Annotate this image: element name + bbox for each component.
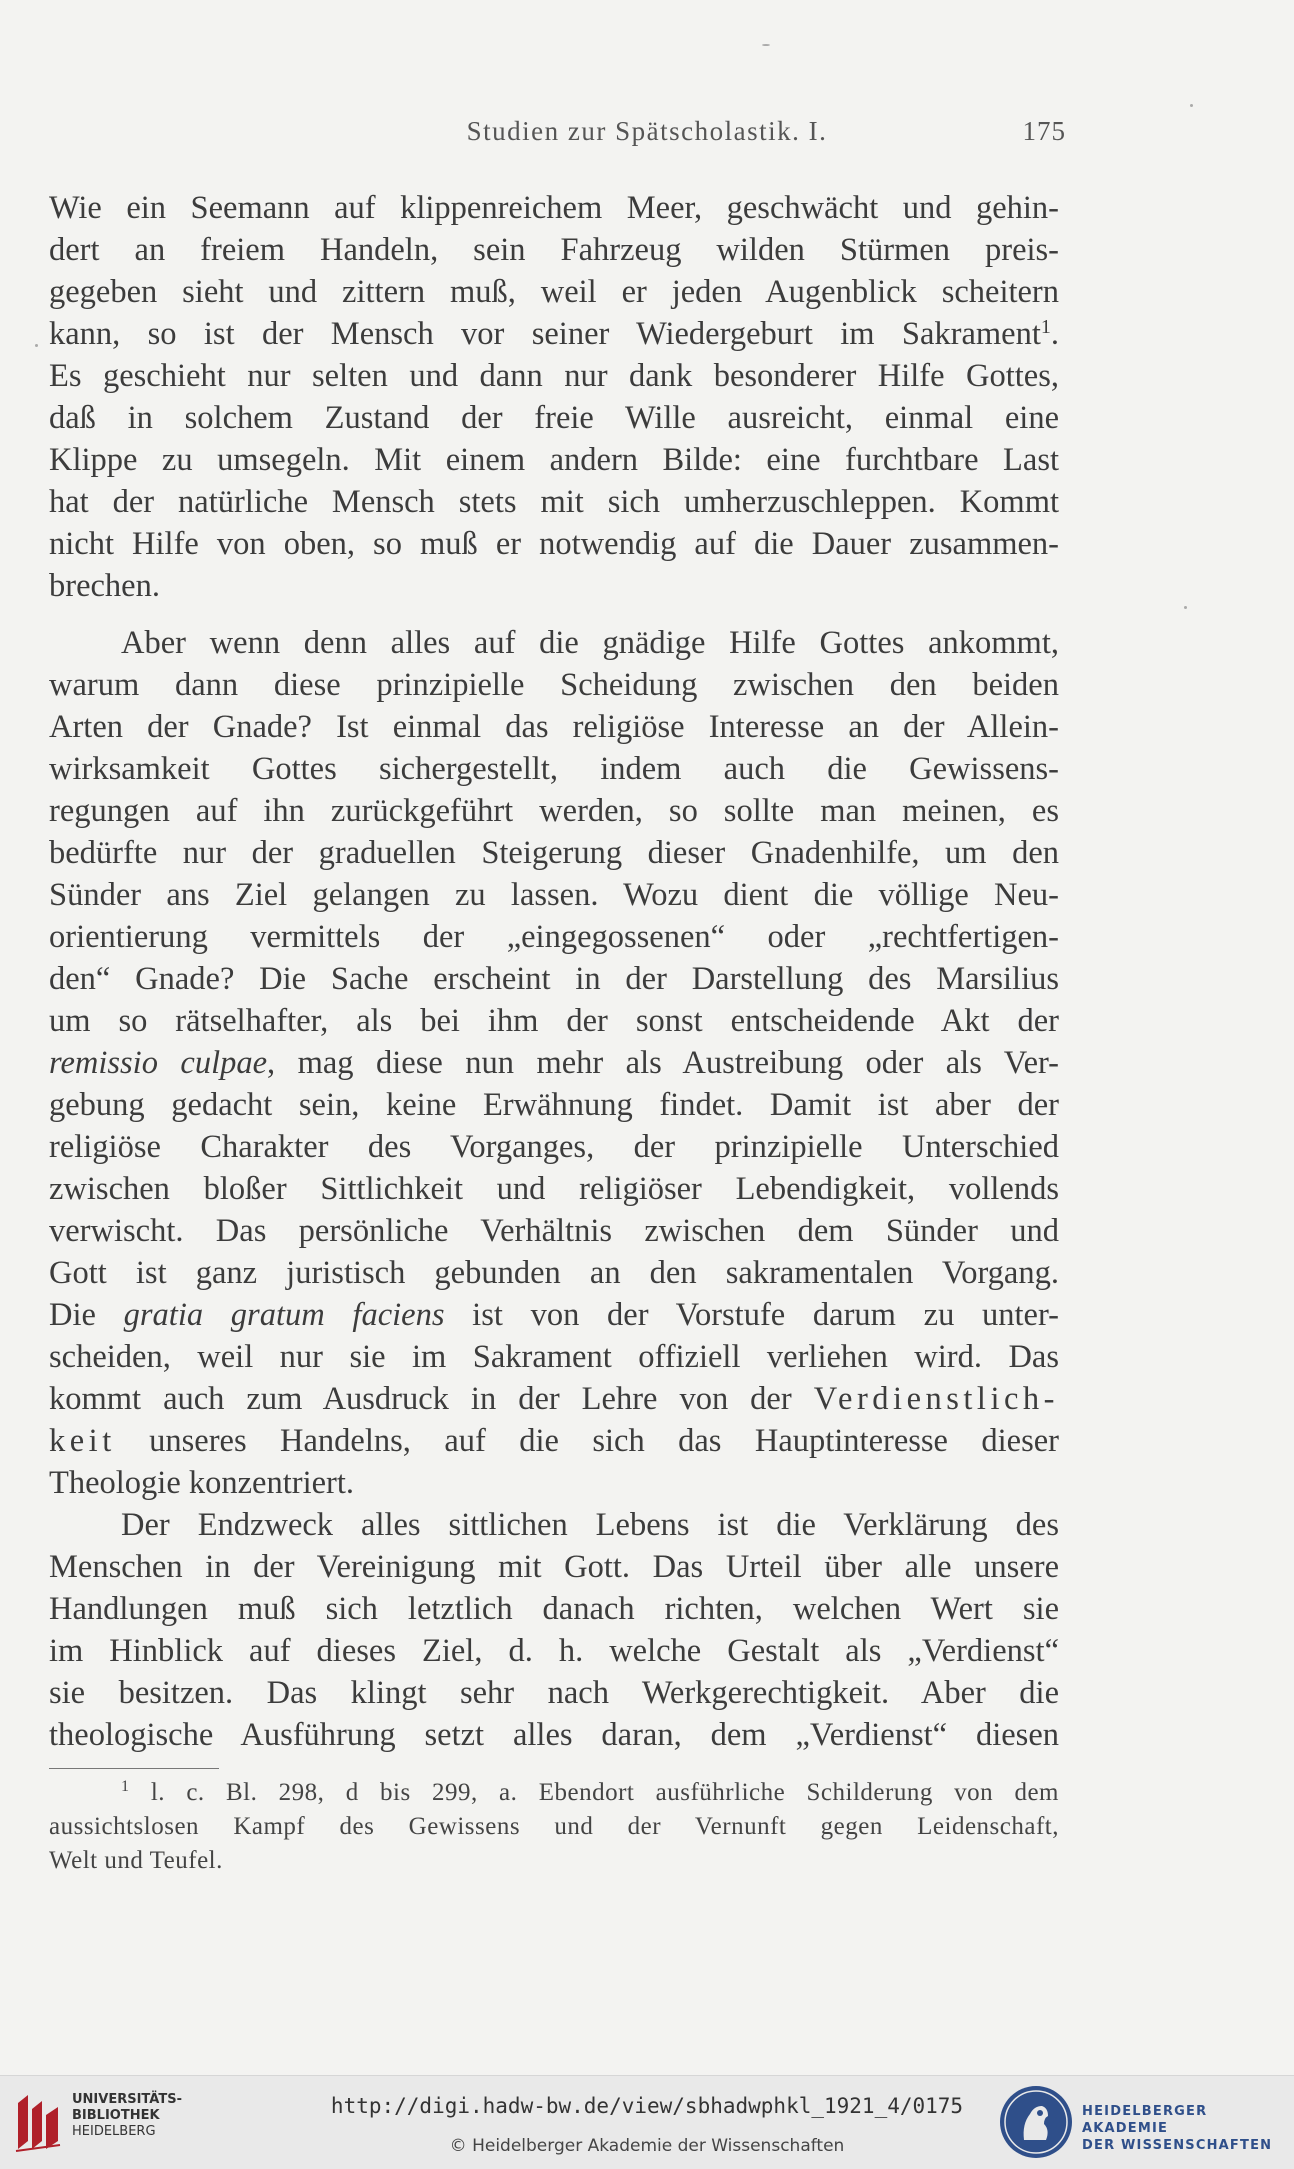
text-line: Sünder ans Ziel gelangen zu lassen. Wozu dient die völlige Neu- [49,877,1059,913]
text-line: den“ Gnade? Die Sache erscheint in der Darstellung des Marsilius [49,961,1059,997]
text-line: orientierung vermittels der „eingegossenen“ oder „rechtfertigen- [49,919,1059,955]
text-line: bedürfte nur der graduellen Steigerung dieser Gnadenhilfe, um den [49,835,1059,871]
library-name-line: UNIVERSITÄTS- [72,2092,182,2107]
scan-speck [1184,606,1187,609]
text-line: zwischen bloßer Sittlichkeit und religiöser Lebendigkeit, vollends [49,1171,1059,1207]
text-segment: Die [49,1297,124,1333]
text-line: Handlungen muß sich letztlich danach richten, welchen Wert sie [49,1591,1059,1627]
running-title: Studien zur Spätscholastik. I. [466,116,828,146]
academy-name-line: DER WISSENSCHAFTEN [1082,2138,1273,2153]
library-name-line: HEIDELBERG [72,2124,156,2139]
text-line [49,1294,1059,1336]
text-segment: unseres Handelns, auf die sich das Hauptinteresse dieser [115,1423,1059,1459]
text-segment: kommt auch zum Ausdruck in der Lehre von der [49,1381,814,1417]
text-line: Wie ein Seemann auf klippenreichem Meer, geschwächt und gehin- [49,190,1059,226]
text-line [49,313,1059,355]
text-line: Arten der Gnade? Ist einmal das religiöse Interesse an der Allein- [49,709,1059,745]
page-number: 175 [1022,116,1066,146]
spaced-emphasis: Verdienstlich- [813,1381,1059,1417]
text-line: theologische Ausführung setzt alles daran, dem „Verdienst“ diesen [49,1717,1059,1753]
scan-speck [762,44,770,46]
italic-phrase: remissio culpae [49,1045,268,1081]
text-line: im Hinblick auf dieses Ziel, d. h. welche Gestalt als „Verdienst“ [49,1633,1059,1669]
text-line: gegeben sieht und zittern muß, weil er jeden Augenblick scheitern [49,274,1059,310]
scan-speck [1190,104,1193,107]
footnote-line [121,1776,1059,1810]
italic-phrase: gratia gratum faciens [123,1297,445,1333]
text-line: verwischt. Das persönliche Verhältnis zwischen dem Sünder und [49,1213,1059,1249]
text-line: regungen auf ihn zurückgeführt werden, so sollte man meinen, es [49,793,1059,829]
text-segment: l. c. Bl. 298, d bis 299, a. Ebendort ausführliche Schilderung von dem [150,1779,1059,1806]
viewer-footer [0,2075,1294,2169]
text-line [49,1042,1059,1084]
academy-name[interactable] [1082,2103,1294,2154]
library-name-line: BIBLIOTHEK [72,2108,160,2123]
footnote-line: aussichtslosen Kampf des Gewissens und der Vernunft gegen Leidenschaft, [49,1813,1059,1840]
text-line: warum dann diese prinzipielle Scheidung zwischen den beiden [49,667,1059,703]
text-line: dert an freiem Handeln, sein Fahrzeug wilden Stürmen preis- [49,232,1059,268]
scan-speck [35,344,38,347]
text-line: sie besitzen. Das klingt sehr nach Werkgerechtigkeit. Aber die [49,1675,1059,1711]
text-line [49,1378,1059,1420]
text-line: religiöse Charakter des Vorganges, der prinzipielle Unterschied [49,1129,1059,1165]
copyright-notice: © Heidelberger Akademie der Wissenschaften [449,2136,845,2156]
text-segment: kann, so ist der Mensch vor seiner Wiedergeburt im Sakrament [49,316,1041,352]
text-line: Es geschieht nur selten und dann nur dank besonderer Hilfe Gottes, [49,358,1059,394]
footnote-marker: 1 [121,1778,130,1795]
text-line: Theologie konzentriert. [49,1465,355,1501]
text-segment: ist von der Vorstufe darum zu unter- [444,1297,1059,1333]
footnote-line: Welt und Teufel. [49,1847,223,1874]
academy-seal-icon[interactable] [998,2084,1074,2160]
text-line: Gott ist ganz juristisch gebunden an den sakramentalen Vorgang. [49,1255,1059,1291]
text-line: gebung gedacht sein, keine Erwähnung findet. Damit ist aber der [49,1087,1059,1123]
text-line: Menschen in der Vereinigung mit Gott. Das Urteil über alle unsere [49,1549,1059,1585]
text-line: hat der natürliche Mensch stets mit sich umherzuschleppen. Kommt [49,484,1059,520]
spaced-emphasis: keit [49,1423,116,1459]
footnote-marker: 1 [1040,316,1051,338]
footnote-divider [49,1768,219,1769]
text-line: um so rätselhafter, als bei ihm der sonst entscheidende Akt der [49,1003,1059,1039]
text-line: brechen. [49,568,160,604]
text-line [49,1420,1059,1462]
text-line: wirksamkeit Gottes sichergestellt, indem auch die Gewissens- [49,751,1059,787]
text-line: daß in solchem Zustand der freie Wille ausreicht, einmal eine [49,400,1059,436]
text-line: Aber wenn denn alles auf die gnädige Hilfe Gottes ankommt, [121,625,1059,661]
text-line: nicht Hilfe von oben, so muß er notwendig auf die Dauer zusammen- [49,526,1059,562]
text-line: Klippe zu umsegeln. Mit einem andern Bilde: eine furchtbare Last [49,442,1059,478]
text-line: scheiden, weil nur sie im Sakrament offiziell verliehen wird. Das [49,1339,1059,1375]
text-segment: , mag diese nun mehr als Austreibung oder als Ver- [267,1045,1060,1081]
academy-name-line: HEIDELBERGER AKADEMIE [1082,2104,1208,2136]
text-segment: . [1050,316,1059,352]
text-line: Der Endzweck alles sittlichen Lebens ist die Verklärung des [121,1507,1059,1543]
permalink-url[interactable]: http://digi.hadw-bw.de/view/sbhadwphkl_1921_4/0175 [330,2094,964,2118]
